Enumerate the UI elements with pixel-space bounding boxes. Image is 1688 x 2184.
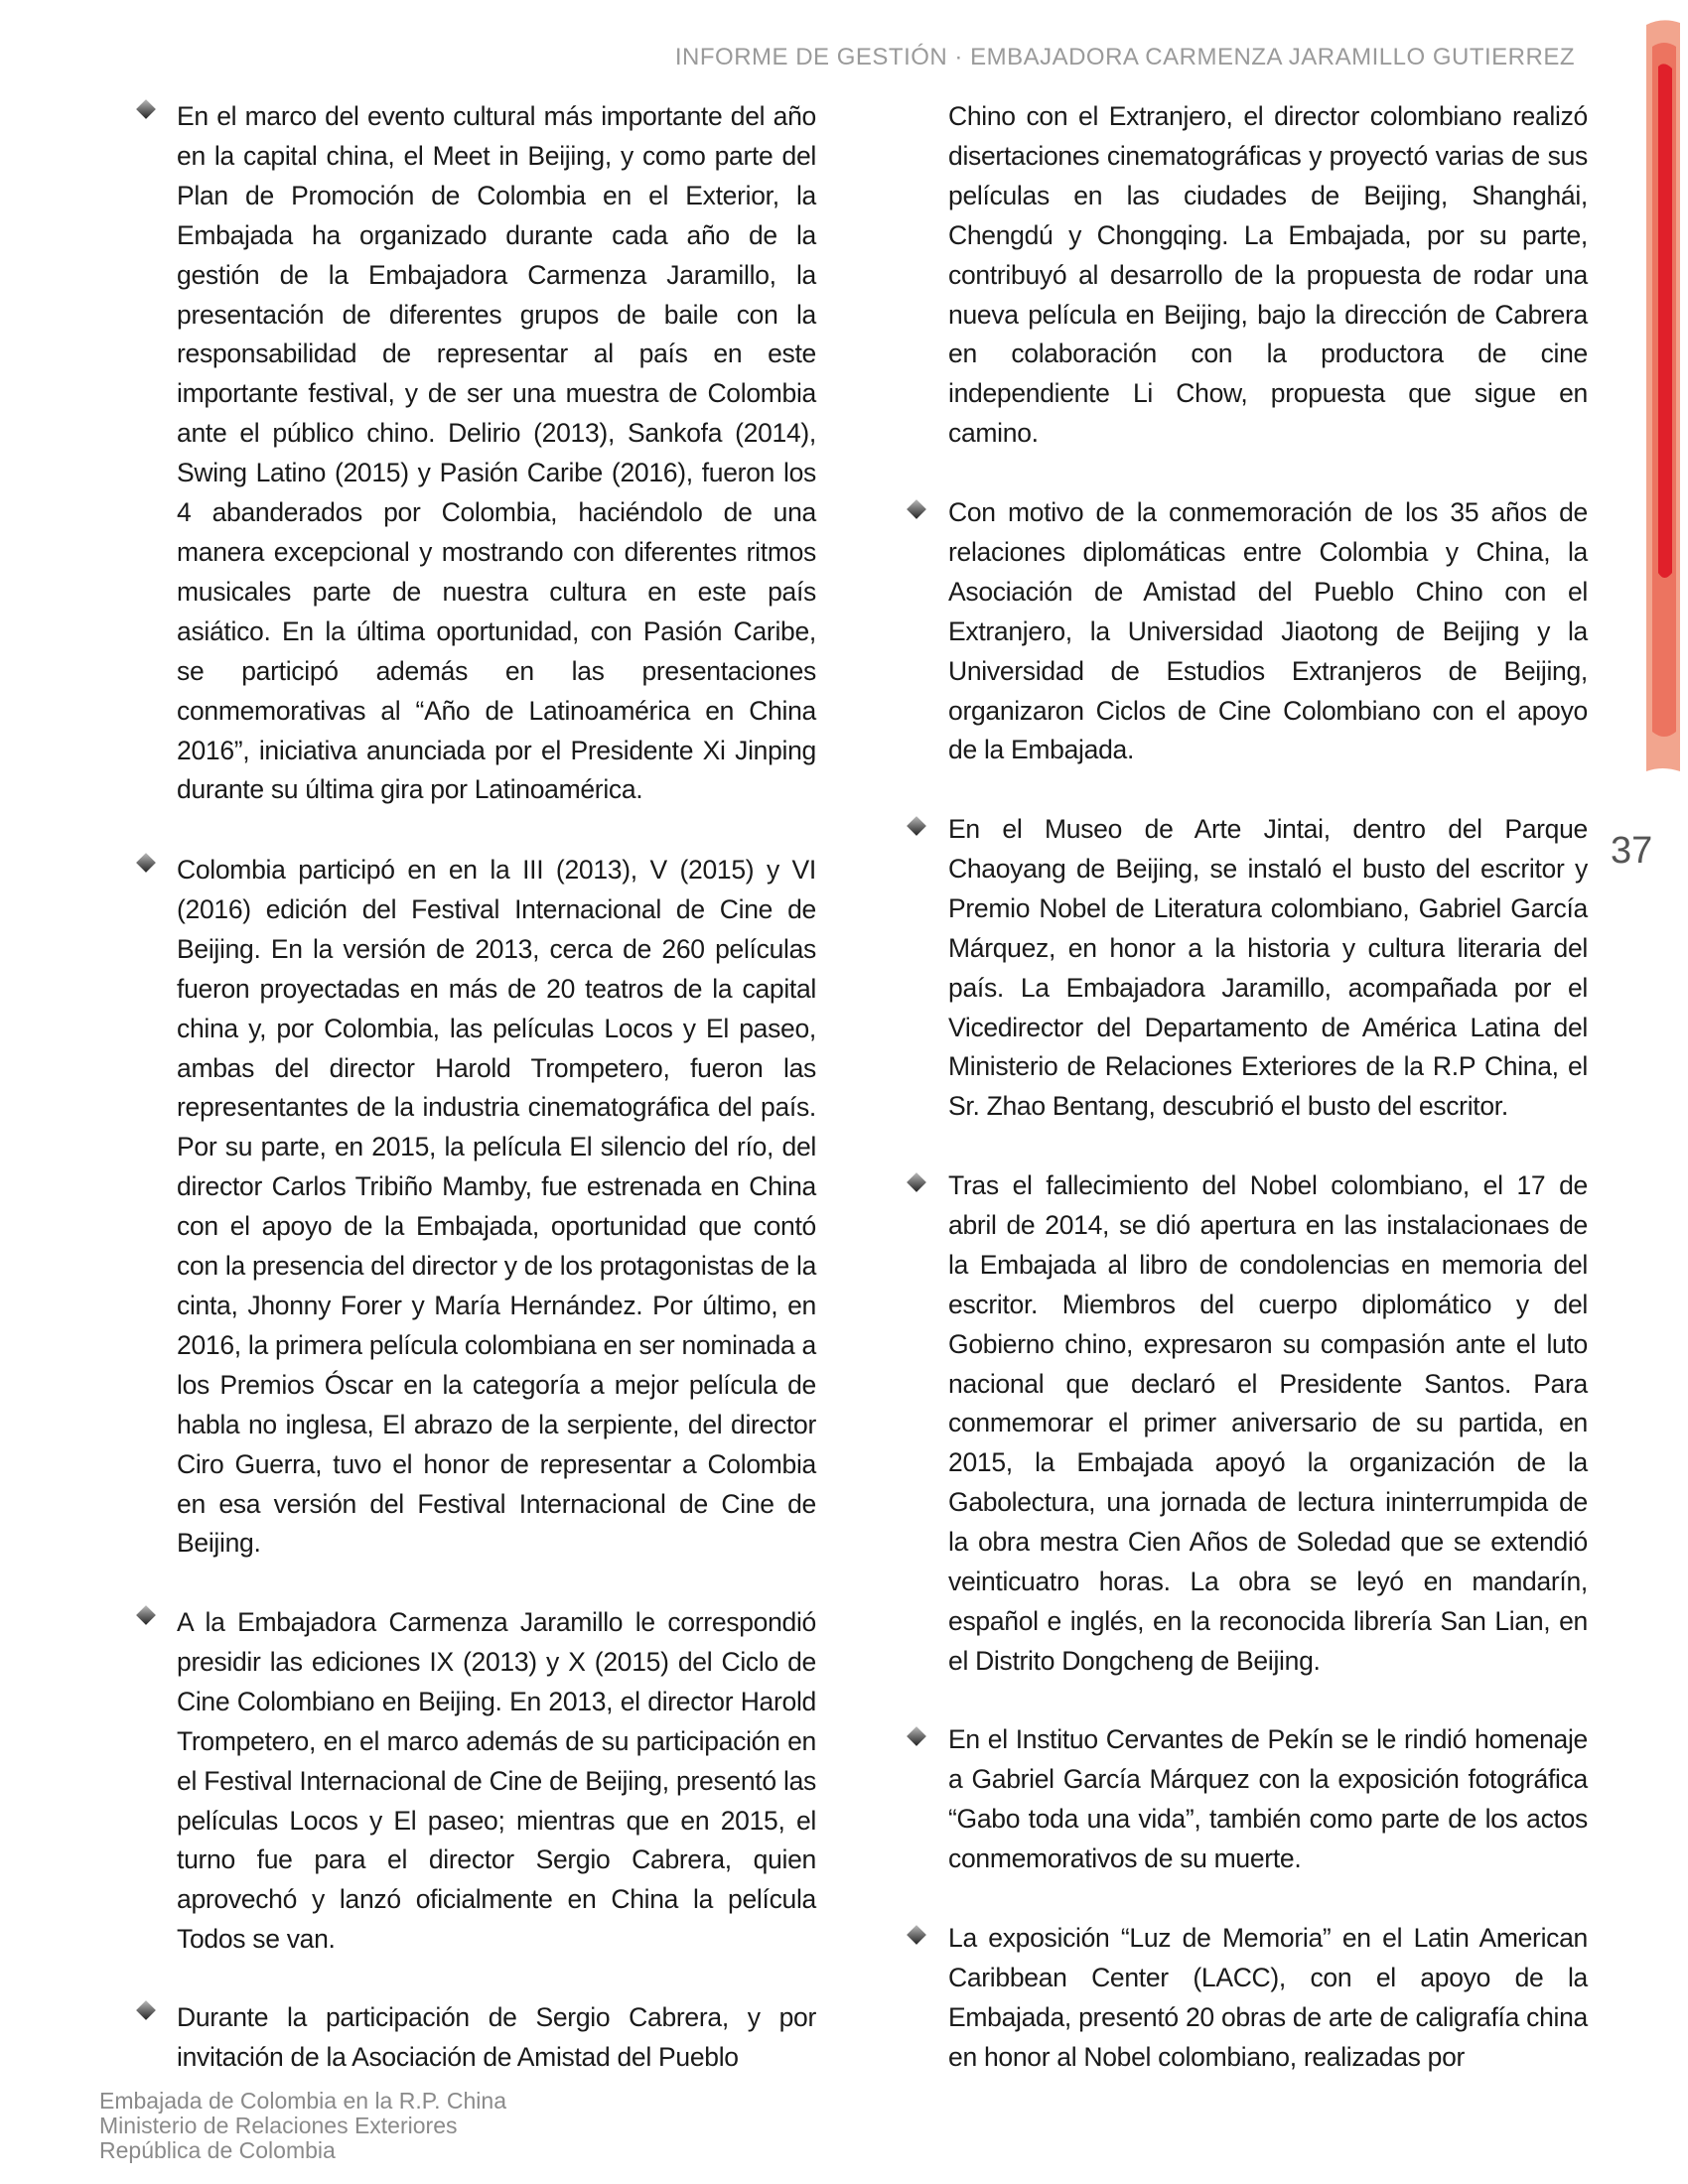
bullet-icon	[136, 1605, 156, 1625]
bullet-icon	[907, 499, 926, 519]
paragraph: Chino con el Extranjero, el director colombiano realizó disertaciones cinematográficas y proyectó varias de sus películas en las ciudades de Beijing, Shanghái, Chengdú y Chongqing. La Embajada, por su parte, contribuyó al desarrollo de la propuesta de rodar una nueva película en Beijing, bajo la dirección de Cabrera en colaboración con la productora de cine independiente Li Chow, propuesta que sigue en camino.	[948, 101, 1588, 449]
bullet-icon	[136, 853, 156, 873]
bullet-icon	[907, 1172, 926, 1192]
footer	[99, 2089, 506, 2163]
paragraph: Colombia participó en en la III (2013), V (2015) y VI (2016) edición del Festival Internacional de Cine de Beijing. En la versión de 2013, cerca de 260 películas fueron proyectadas en más de 20 teatros de la capital china y, por Colombia, las películas Locos y El paseo, ambas del director Harold Trompetero, fueron las representantes de la industria cinematográfica del país. Por su parte, en 2015, la película El silencio del río, del director Carlos Tribiño Mamby, fue estrenada en China con el apoyo de la Embajada, oportunidad que contó con la presencia del director y de los protagonistas de la cinta, Jhonny Forer y María Hernández. Por último, en 2016, la primera película colombiana en ser nominada a los Premios Óscar en la categoría a mejor película de habla no inglesa, El abrazo de la serpiente, del director Ciro Guerra, tuvo el honor de representar a Colombia en esa versión del Festival Internacional de Cine de Beijing.	[177, 855, 817, 1559]
bullet-icon	[907, 1925, 926, 1945]
page-number: 37	[1611, 830, 1653, 872]
paragraph: En el Instituo Cervantes de Pekín se le rindió homenaje a Gabriel García Márquez con la exposición fotográfica “Gabo toda una vida”, también como parte de los actos conmemorativos de su muerte.	[948, 1724, 1588, 1873]
bullet-icon	[136, 2000, 156, 2020]
footer-line: Embajada de Colombia en la R.P. China	[99, 2088, 506, 2114]
paragraph: En el marco del evento cultural más importante del año en la capital china, el Meet in Beijing, y como parte del Plan de Promoción de Colombia en el Exterior, la Embajada ha organizado durante cada año de la gestión de la Embajadora Carmenza Jaramillo, la presentación de diferentes grupos de baile con la responsabilidad de representar al país en este importante festival, y de ser una muestra de Colombia ante el público chino. Delirio (2013), Sankofa (2014), Swing Latino (2015) y Pasión Caribe (2016), fueron los 4 abanderados por Colombia, haciéndolo de una manera excepcional y mostrando con diferentes ritmos musicales parte de nuestra cultura en este país asiático. En la última oportunidad, con Pasión Caribe, se participó además en las presentaciones conmemorativas al “Año de Latinoamérica en China 2016”, iniciativa anunciada por el Presidente Xi Jinping durante su última gira por Latinoamérica.	[177, 101, 816, 805]
paragraph: Tras el fallecimiento del Nobel colombiano, el 17 de abril de 2014, se dió apertura en las instalacionaes de la Embajada al libro de condolencias en memoria del escritor. Miembros del cuerpo diplomático y del Gobierno chino, expresaron su compasión ante el luto nacional que declaró el Presidente Santos. Para conmemorar el primer aniversario de su partida, en 2015, la Embajada apoyó la organización de la Gabolectura, una jornada de lectura ininterrumpida de la obra mestra Cien Años de Soledad que se extendió veinticuatro horas. La obra se leyó en mandarín, español e inglés, en la reconocida librería San Lian, en el Distrito Dongcheng de Beijing.	[948, 1170, 1588, 1676]
paragraph: La exposición “Luz de Memoria” en el Latin American Caribbean Center (LACC), con el apoyo de la Embajada, presentó 20 obras de arte de caligrafía china en honor al Nobel colombiano, realizadas por	[948, 1923, 1588, 2072]
paragraph: En el Museo de Arte Jintai, dentro del Parque Chaoyang de Beijing, se instaló el busto del escritor y Premio Nobel de Literatura colombiano, Gabriel García Márquez, en honor a la historia y cultura literaria del país. La Embajadora Jaramillo, acompañada por el Vicedirector del Departamento de América Latina del Ministerio de Relaciones Exteriores de la R.P China, el Sr. Zhao Bentang, descubrió el busto del escritor.	[948, 814, 1588, 1122]
bullet-icon	[907, 816, 926, 836]
decorative-red-brush-bar	[1644, 17, 1682, 771]
footer-line: Ministerio de Relaciones Exteriores	[99, 2113, 458, 2138]
paragraph: A la Embajadora Carmenza Jaramillo le correspondió presidir las ediciones IX (2013) y X (2015) del Ciclo de Cine Colombiano en Beijing. En 2013, el director Harold Trompetero, en el marco además de su participación en el Festival Internacional de Cine de Beijing, presentó las películas Locos y El paseo; mientras que en 2015, el turno fue para el director Sergio Cabrera, quien aprovechó y lanzó oficialmente en China la película Todos se van.	[177, 1607, 816, 1955]
footer-line: República de Colombia	[99, 2137, 336, 2163]
bullet-icon	[907, 1726, 926, 1746]
paragraph: Con motivo de la conmemoración de los 35 años de relaciones diplomáticas entre Colombia y China, la Asociación de Amistad del Pueblo Chino con el Extranjero, la Universidad Jiaotong de Beijing y la Universidad de Estudios Extranjeros de Beijing, organizaron Ciclos de Cine Colombiano con el apoyo de la Embajada.	[948, 497, 1588, 765]
running-header: INFORME DE GESTIÓN · EMBAJADORA CARMENZA JARAMILLO GUTIERREZ	[674, 44, 1575, 70]
paragraph: Durante la participación de Sergio Cabrera, y por invitación de la Asociación de Amistad del Pueblo	[177, 2002, 816, 2072]
bullet-icon	[136, 99, 156, 119]
